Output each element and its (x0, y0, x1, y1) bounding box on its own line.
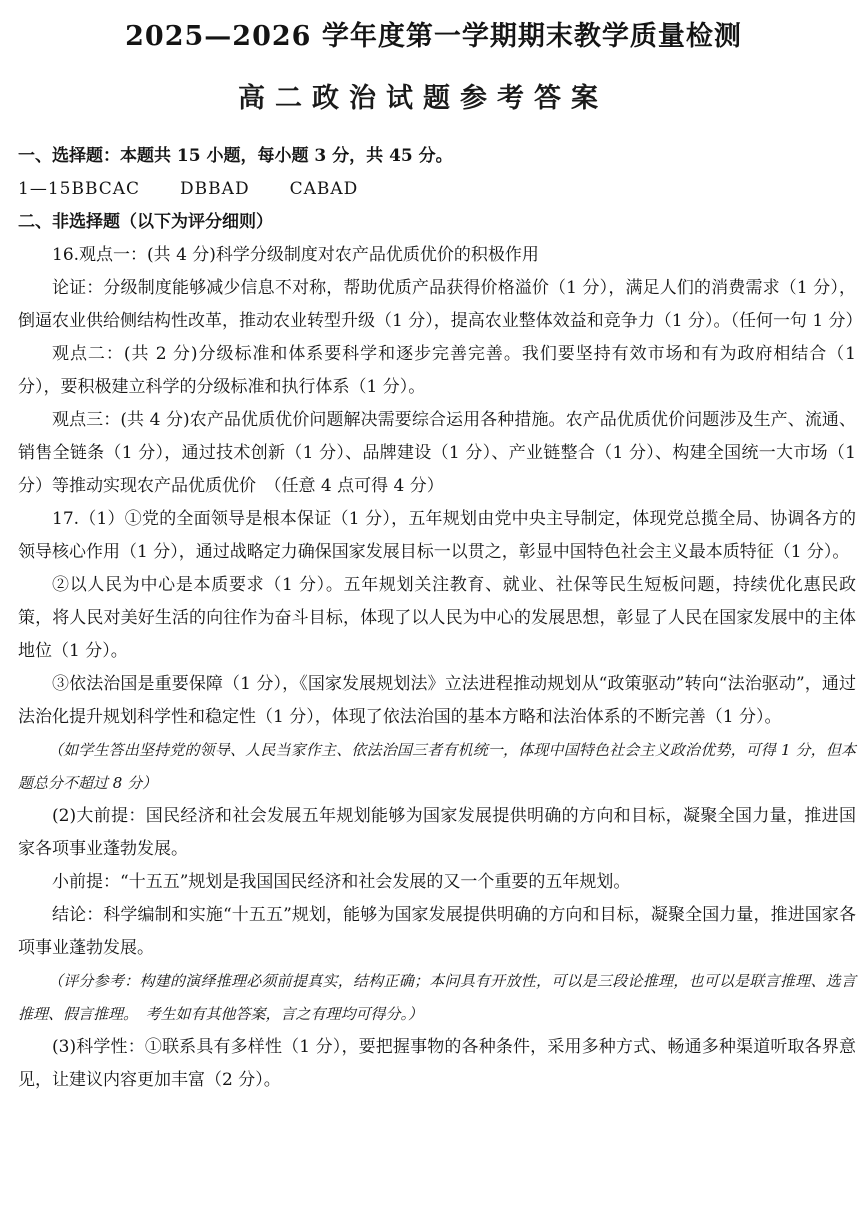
page-title: 2025—2026 学年度第一学期期末教学质量检测 (125, 21, 742, 52)
q17-part1-point1: 17.（1）①党的全面领导是根本保证（1 分），五年规划由党中央主导制定，体现党总揽全局、协调各方的领导核心作用（1 分），通过战略定力确保国家发展目标一以贯之，彰显中国特色社会主义最本质特征（1 分）。 (18, 509, 856, 562)
q16-viewpoint1: 16.观点一：(共 4 分)科学分级制度对农产品优质优价的积极作用 (52, 245, 539, 265)
q16-argument: 论证：分级制度能够减少信息不对称，帮助优质产品获得价格溢价（1 分），满足人们的消费需求（1 分），倒逼农业供给侧结构性改革，推动农业转型升级（1 分），提高农业整体效益和竞争力（1 分）。（任何一句 1 分） (18, 278, 863, 331)
q17-part2-note: （评分参考：构建的演绎推理必须前提真实，结构正确；本问具有开放性，可以是三段论推理，也可以是联言推理、选言推理、假言推理。 考生如有其他答案，言之有理均可得分。） (18, 972, 856, 1023)
q17-part1-note: （如学生答出坚持党的领导、人民当家作主、依法治国三者有机统一，体现中国特色社会主义政治优势，可得 1 分，但本题总分不超过 8 分） (18, 741, 856, 792)
page-subtitle: 高二政治试题参考答案 (238, 83, 608, 114)
q17-part1-point3: ③依法治国是重要保障（1 分），《国家发展规划法》立法进程推动规划从“政策驱动”转向“法治驱动”，通过法治化提升规划科学性和稳定性（1 分），体现了依法治国的基本方略和法治体系的不断完善（1 分）。 (18, 674, 856, 727)
q17-part2-major-premise: (2)大前提：国民经济和社会发展五年规划能够为国家发展提供明确的方向和目标，凝聚全国力量，推进国家各项事业蓬勃发展。 (18, 806, 856, 859)
section2-heading: 二、非选择题（以下为评分细则） (18, 212, 273, 232)
choice-answers-group-1: 1—15BBCAC (18, 179, 141, 199)
q17-part1-point2: ②以人民为中心是本质要求（1 分）。五年规划关注教育、就业、社保等民生短板问题，持续优化惠民政策，将人民对美好生活的向往作为奋斗目标，体现了以人民为中心的发展思想，彰显了人民在国家发展中的主体地位（1 分）。 (18, 575, 856, 661)
q16-viewpoint3: 观点三：(共 4 分)农产品优质优价问题解决需要综合运用各种措施。农产品优质优价问题涉及生产、流通、销售全链条（1 分），通过技术创新（1 分）、品牌建设（1 分）、产业链整合（1 分）、构建全国统一大市场（1 分）等推动实现农产品优质优价 （任意 4 点可得 4 分） (18, 410, 856, 496)
section1-heading: 一、选择题：本题共 15 小题，每小题 3 分，共 45 分。 (18, 146, 453, 166)
choice-answers-group-2: DBBAD (180, 179, 250, 199)
answer-body (18, 140, 863, 1097)
choice-answers (18, 173, 856, 206)
q16-viewpoint2: 观点二：(共 2 分)分级标准和体系要科学和逐步完善完善。我们要坚持有效市场和有为政府相结合（1 分），要积极建立科学的分级标准和执行体系（1 分）。 (18, 344, 856, 397)
page-subtitle-clipped (238, 70, 638, 114)
q17-part2-minor-premise: 小前提：“十五五”规划是我国国民经济和社会发展的又一个重要的五年规划。 (52, 872, 631, 892)
choice-answers-group-3: CABAD (289, 179, 359, 199)
q17-part2-conclusion: 结论：科学编制和实施“十五五”规划，能够为国家发展提供明确的方向和目标，凝聚全国力量，推进国家各项事业蓬勃发展。 (18, 905, 856, 958)
q17-part3-scientific: (3)科学性：①联系具有多样性（1 分），要把握事物的各种条件，采用多种方式、畅通多种渠道听取各界意见，让建议内容更加丰富（2 分）。 (18, 1037, 856, 1090)
